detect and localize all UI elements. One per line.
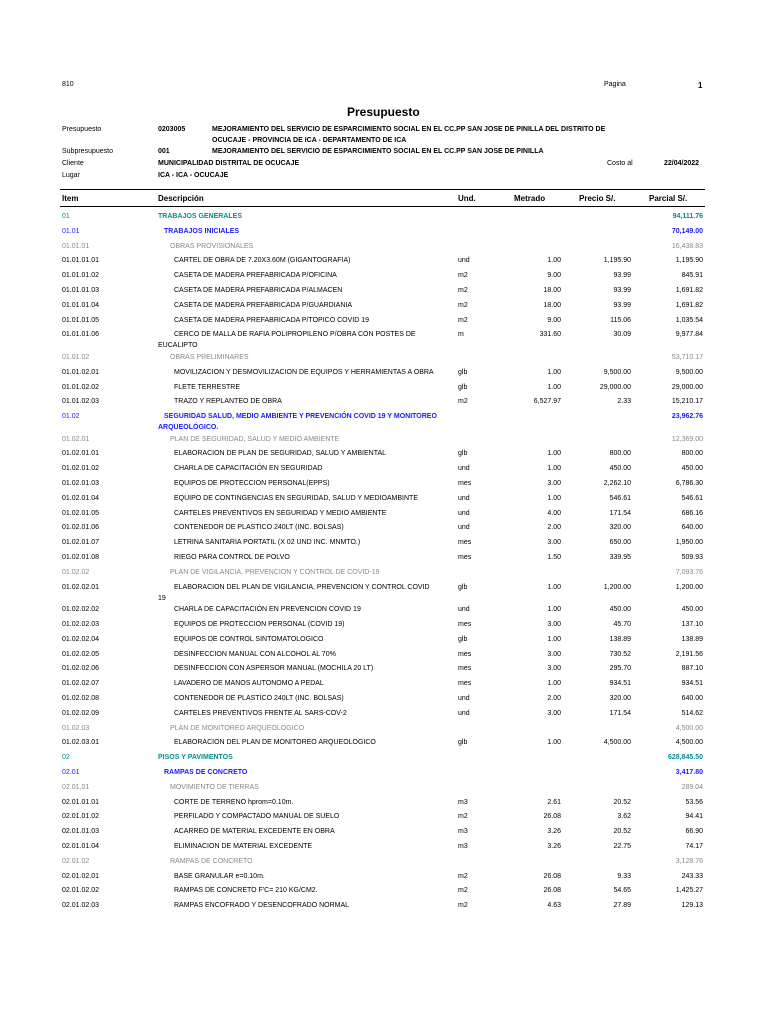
row-metrado: 1.00 [547,450,561,458]
row-item: 02.01.01.02 [62,813,99,821]
row-parcial: 74.17 [685,842,703,850]
row-parcial: 934.51 [681,680,703,688]
row-unit: und [458,494,470,502]
row-parcial: 887.10 [681,665,703,673]
row-unit: m2 [458,272,468,280]
row-precio: 45.70 [613,620,631,628]
row-description: CONTENEDOR DE PLASTICO 240LT (INC. BOLSAS) [174,524,344,532]
row-metrado: 2.00 [547,694,561,702]
row-description: OBRAS PRELIMINARES [170,353,249,361]
row-unit: m2 [458,287,468,294]
row-description: ELABORACION DE PLAN DE SEGURIDAD, SALUD Y AMBIENTAL [174,450,387,458]
page-title: Presupuesto [347,105,420,119]
row-unit: mes [458,650,472,658]
row-parcial: 12,369.00 [671,435,703,443]
row-unit: mes [458,620,472,628]
row-item: 01.02.01.07 [62,539,99,547]
row-item: 01.02.03 [62,724,90,732]
row-unit: glb [458,450,468,458]
row-metrado: 3.26 [547,828,561,836]
row-item: 01.01.02 [62,353,90,361]
row-metrado: 1.00 [547,606,561,614]
row-description: CARTELES PREVENTIVOS FRENTE AL SARS-COV-2 [174,709,347,717]
row-item: 01.01.02.03 [62,398,99,406]
col-parcial: Parcial S/. [649,194,688,203]
row-metrado: 1.00 [547,257,561,265]
row-item: 01.02.02.07 [62,680,99,688]
row-description: SEGURIDAD SALUD, MEDIO AMBIENTE Y PREVENCIÓN COVID 19 Y MONITOREO [164,413,437,421]
row-precio: 54.65 [613,887,631,895]
row-item: 02.01.01 [62,783,90,791]
row-unit: m2 [458,902,468,910]
row-metrado: 1.00 [547,465,561,473]
row-description: EQUIPOS DE PROTECCION PERSONAL (COVID 19) [174,620,345,628]
row-unit: und [458,257,470,265]
row-description: RAMPAS DE CONCRETO F'C= 210 KG/CM2. [174,887,318,895]
cliente-value: MUNICIPALIDAD DISTRITAL DE OCUCAJE [158,160,300,167]
row-parcial: 1,691.82 [675,287,703,294]
row-item: 01.02.01.05 [62,509,99,517]
row-parcial: 9,977.84 [675,331,703,339]
row-parcial: 800.00 [681,450,703,458]
row-description: PLAN DE SEGURIDAD, SALUD Y MEDIO AMBIENTE [170,435,340,443]
row-metrado: 3.00 [547,539,561,547]
row-precio: 1,195.90 [603,257,631,265]
row-precio: 9,500.00 [603,368,631,376]
row-item: 01.02.01.06 [62,524,99,532]
col-metrado: Metrado [514,194,546,203]
row-parcial: 289.04 [681,783,703,791]
row-precio: 450.00 [609,465,631,473]
row-description: FLETE TERRESTRE [174,383,240,391]
row-metrado: 26.08 [543,872,561,880]
row-item: 02 [62,754,70,762]
row-description: OBRAS PROVISIONALES [170,242,254,250]
row-metrado: 1.00 [547,739,561,747]
row-parcial: 4,500.00 [675,724,703,732]
row-description-cont: 19 [158,594,166,602]
row-unit: mes [458,665,472,673]
row-precio: 934.51 [609,680,631,688]
row-item: 02.01.01.03 [62,828,99,836]
subpresupuesto-desc: MEJORAMIENTO DEL SERVICIO DE ESPARCIMIENTO SOCIAL EN EL CC.PP SAN JOSE DE PINILLA [212,148,544,155]
row-parcial: 53,710.17 [671,353,703,361]
row-description: CASETA DE MADERA PREFABRICADA P/TOPICO COVID 19 [174,316,370,324]
row-parcial: 129.13 [681,902,703,910]
row-precio: 171.54 [609,509,631,517]
row-item: 01.01.01.01 [62,257,99,265]
page-number: 1 [698,81,703,90]
row-unit: mes [458,539,472,547]
row-description: CASETA DE MADERA PREFABRICADA P/GUARDIANIA [174,301,353,309]
row-item: 01 [62,213,70,220]
row-description: CERCO DE MALLA DE RAFIA POLIPROPILENO P/OBRA CON POSTES DE [174,331,416,339]
row-description: CONTENEDOR DE PLASTICO 240LT (INC. BOLSAS) [174,694,344,702]
row-precio: 93.99 [613,272,631,280]
row-precio: 2,262.10 [603,480,631,487]
row-parcial: 1,195.90 [675,257,703,265]
row-description: CORTE DE TERRENO hprom=0.10m. [174,798,294,806]
row-description: EQUIPOS DE PROTECCION PERSONAL(EPPS) [174,480,330,487]
row-unit: glb [458,383,468,391]
row-parcial: 1,200.00 [675,583,703,591]
row-parcial: 29,000.00 [671,383,703,391]
row-unit: m2 [458,872,468,880]
row-precio: 4,500.00 [603,739,631,747]
row-parcial: 7,093.76 [675,568,703,576]
row-item: 01.02.02.02 [62,606,99,614]
row-parcial: 686.16 [681,509,703,517]
costo-date: 22/04/2022 [664,160,700,167]
row-item: 01.01.02.01 [62,368,99,376]
row-description: CARTEL DE OBRA DE 7.20X3.60M (GIGANTOGRAFIA) [174,257,351,265]
row-item: 01.02.01 [62,435,90,443]
row-unit: mes [458,680,472,688]
row-parcial: 53.56 [685,798,703,806]
row-description: RAMPAS DE CONCRETO [170,857,253,865]
row-description: PISOS Y PAVIMENTOS [158,754,233,762]
col-item: Item [62,194,79,203]
row-item: 01.02.01.08 [62,554,99,561]
row-description: PLAN DE MONITOREO ARQUEOLOGICO [170,724,305,732]
row-precio: 339.95 [609,554,631,561]
row-description: TRAZO Y REPLANTEO DE OBRA [174,398,282,406]
row-parcial: 450.00 [681,606,703,614]
row-description: CASETA DE MADERA PREFABRICADA P/ALMACEN [174,287,343,294]
row-parcial: 509.93 [681,554,703,561]
row-description: EQUIPOS DE CONTROL SINTOMATOLOGICO [174,635,324,643]
row-description: RAMPAS DE CONCRETO [164,768,248,776]
row-unit: m3 [458,798,468,806]
row-description: RIEGO PARA CONTROL DE POLVO [174,554,290,561]
col-descripcion: Descripción [158,194,204,203]
row-parcial: 845.91 [681,272,703,280]
row-item: 01.02.02.06 [62,665,99,673]
row-description: CASETA DE MADERA PREFABRICADA P/OFICINA [174,272,337,280]
row-unit: m2 [458,316,468,324]
row-item: 02.01.02.02 [62,887,99,895]
row-description: CHARLA DE CAPACITACIÓN EN PREVENCION COVID 19 [174,606,361,614]
row-metrado: 1.00 [547,583,561,591]
row-metrado: 1.00 [547,368,561,376]
row-precio: 138.89 [609,635,631,643]
row-precio: 20.52 [613,828,631,836]
row-precio: 320.00 [609,524,631,532]
row-unit: glb [458,635,468,643]
row-precio: 320.00 [609,694,631,702]
row-item: 01.02.02.01 [62,583,99,591]
row-item: 02.01 [62,768,80,776]
row-unit: m2 [458,813,468,821]
row-parcial: 3,128.76 [675,857,703,865]
row-item: 02.01.02 [62,857,90,865]
row-metrado: 1.00 [547,680,561,688]
row-precio: 800.00 [609,450,631,458]
presupuesto-label: Presupuesto [62,126,102,133]
pagina-label: Pagina [604,81,626,88]
row-precio: 546.61 [609,494,631,502]
row-item: 02.01.02.01 [62,872,99,880]
row-item: 01.01.01.06 [62,331,99,339]
row-precio: 93.99 [613,301,631,309]
row-item: 01.02.01.04 [62,494,99,502]
row-item: 01.01.01.02 [62,272,99,280]
row-unit: m3 [458,842,468,850]
row-metrado: 331.60 [539,331,561,339]
row-unit: glb [458,583,468,591]
row-item: 01.01.01.04 [62,301,99,309]
row-description: CARTELES PREVENTIVOS EN SEGURIDAD Y MEDIO AMBIENTE [174,509,387,517]
row-parcial: 1,691.82 [675,301,703,309]
row-precio: 1,200.00 [603,583,631,591]
row-metrado: 26.08 [543,813,561,821]
row-parcial: 137.10 [681,620,703,628]
row-parcial: 628,845.50 [667,754,703,762]
row-parcial: 138.89 [681,635,703,643]
row-precio: 30.09 [613,331,631,339]
row-parcial: 94.41 [685,813,703,821]
row-parcial: 66.90 [685,828,703,836]
row-precio: 115.06 [610,316,631,324]
presupuesto-desc-line2: OCUCAJE - PROVINCIA DE ICA - DEPARTAMENTO DE ICA [212,137,407,144]
row-parcial: 243.33 [681,872,703,880]
row-item: 01.02.02.09 [62,709,99,717]
presupuesto-code: 0203005 [158,126,186,133]
row-item: 01.02.01.02 [62,465,99,473]
row-parcial: 94,111.76 [672,213,703,220]
row-precio: 730.52 [609,650,631,658]
row-unit: glb [458,739,468,747]
row-description: CHARLA DE CAPACITACIÓN EN SEGURIDAD [174,465,323,473]
row-metrado: 4.63 [547,902,561,910]
row-unit: mes [458,554,472,561]
row-metrado: 3.00 [547,709,561,717]
row-unit: und [458,709,470,717]
row-description: RAMPAS ENCOFRADO Y DESENCOFRADO NORMAL [174,902,350,910]
row-unit: und [458,465,470,473]
row-item: 01.02.01.01 [62,450,99,458]
row-item: 01.01.01.03 [62,287,99,294]
row-precio: 450.00 [609,606,631,614]
row-precio: 650.00 [609,539,631,547]
row-description: DESINFECCION MANUAL CON ALCOHOL AL 70% [174,650,336,658]
row-precio: 20.52 [613,798,631,806]
row-metrado: 9.00 [547,272,561,280]
row-description: BASE GRANULAR e=0.10m. [174,872,265,880]
row-parcial: 3,417.80 [675,768,703,776]
row-metrado: 4.00 [547,509,561,517]
row-unit: m [458,331,464,339]
row-description: PLAN DE VIGILANCIA, PREVENCION Y CONTROL DE COVID-19 [170,568,380,576]
row-parcial: 23,962.76 [671,413,703,421]
row-metrado: 3.00 [547,620,561,628]
row-metrado: 1.00 [547,494,561,502]
presupuesto-desc-line1: MEJORAMIENTO DEL SERVICIO DE ESPARCIMIENTO SOCIAL EN EL CC.PP SAN JOSE DE PINILLA DEL DISTRITO DE [212,126,606,133]
row-description: LAVADERO DE MANOS AUTONOMO A PEDAL [174,680,324,688]
row-item: 01.02.02.04 [62,635,99,643]
header-rule-bottom [60,206,705,207]
row-metrado: 18.00 [543,301,561,309]
row-item: 02.01.01.01 [62,798,99,806]
row-item: 02.01.02.03 [62,902,99,910]
row-parcial: 2,191.56 [675,650,703,658]
col-und: Und. [458,194,476,203]
cliente-label: Cliente [62,160,84,167]
row-unit: m2 [458,301,468,309]
row-description: ELABORACION DEL PLAN DE VIGILANCIA, PREVENCION Y CONTROL COVID [174,583,430,591]
row-description: LETRINA SANITARIA PORTATIL (X 02 UND INC. MNMTO.) [174,539,361,547]
row-parcial: 514.62 [681,709,703,717]
row-item: 01.01.01 [62,242,90,250]
row-parcial: 1,035.54 [675,316,703,324]
row-unit: m2 [458,887,468,895]
row-metrado: 1.50 [547,554,561,561]
row-item: 01.01.01.05 [62,316,99,324]
row-parcial: 1,425.27 [675,887,703,895]
row-item: 01.02.03.01 [62,739,99,747]
row-parcial: 6,786.30 [675,480,703,487]
row-metrado: 2.61 [547,798,561,806]
row-parcial: 70,149.00 [671,227,703,235]
lugar-value: ICA - ICA - OCUCAJE [158,172,229,179]
row-metrado: 6,527.97 [533,398,561,406]
row-precio: 2.33 [617,398,631,406]
row-precio: 3.62 [617,813,631,821]
row-parcial: 9,500.00 [675,368,703,376]
row-unit: glb [458,368,468,376]
row-precio: 9.33 [617,872,631,880]
row-parcial: 1,950.00 [675,539,703,547]
row-metrado: 9.00 [547,316,561,324]
row-description: MOVIMIENTO DE TIERRAS [170,783,259,791]
row-metrado: 3.00 [547,650,561,658]
row-metrado: 26.08 [543,887,561,895]
row-description: EQUIPO DE CONTINGENCIAS EN SEGURIDAD, SALUD Y MEDIOAMBINTE [174,494,419,502]
row-description: MOVILIZACION Y DESMOVILIZACION DE EQUIPOS Y HERRAMIENTAS A OBRA [174,368,434,376]
row-item: 01.02.02.05 [62,650,99,658]
header-rule-top [60,189,705,190]
row-metrado: 2.00 [547,524,561,532]
col-precio: Precio S/. [579,194,616,203]
costo-label: Costo al [607,160,633,167]
row-unit: m3 [458,828,468,836]
row-unit: und [458,524,470,532]
row-item: 01.02.02.08 [62,694,99,702]
row-item: 01.01.02.02 [62,383,99,391]
row-precio: 27.89 [613,902,631,910]
row-metrado: 1.00 [547,635,561,643]
report-code: 810 [62,81,74,88]
row-parcial: 450.00 [681,465,703,473]
subpresupuesto-code: 001 [158,148,170,155]
row-description: TRABAJOS GENERALES [158,213,243,220]
subpresupuesto-label: Subpresupuesto [62,148,113,155]
row-parcial: 16,438.83 [671,242,703,250]
row-item: 01.02.02 [62,568,90,576]
row-metrado: 3.00 [547,665,561,673]
row-item: 01.02 [62,413,80,421]
row-unit: und [458,509,470,517]
row-description: ELIMINACION DE MATERIAL EXCEDENTE [174,842,313,850]
row-precio: 29,000.00 [599,383,631,391]
row-description: DESINFECCION CON ASPERSOR MANUAL (MOCHILA 20 LT) [174,665,374,673]
row-precio: 171.54 [609,709,631,717]
row-unit: und [458,606,470,614]
row-metrado: 3.26 [547,842,561,850]
row-unit: m2 [458,398,468,406]
row-item: 01.01 [62,227,80,235]
row-description-cont: EUCALIPTO [158,342,198,350]
row-metrado: 3.00 [547,480,561,487]
row-precio: 295.70 [609,665,631,673]
lugar-label: Lugar [62,172,80,179]
row-parcial: 4,500.00 [675,739,703,747]
row-parcial: 15,210.17 [671,398,703,406]
row-description-cont: ARQUEOLÓGICO. [158,424,219,432]
row-precio: 93.99 [613,287,631,294]
row-description: ACARREO DE MATERIAL EXCEDENTE EN OBRA [174,828,335,836]
row-precio: 22.75 [613,842,631,850]
row-metrado: 1.00 [547,383,561,391]
row-item: 02.01.01.04 [62,842,99,850]
row-unit: und [458,694,470,702]
row-parcial: 640.00 [681,694,703,702]
row-item: 01.02.01.03 [62,480,99,487]
row-description: PERFILADO Y COMPACTADO MANUAL DE SUELO [174,813,340,821]
row-parcial: 546.61 [681,494,703,502]
row-metrado: 18.00 [543,287,561,294]
row-parcial: 640.00 [681,524,703,532]
row-description: ELABORACION DEL PLAN DE MONITOREO ARQUEOLOGICO [174,739,376,747]
row-item: 01.02.02.03 [62,620,99,628]
row-description: TRABAJOS INICIALES [164,227,240,235]
row-unit: mes [458,480,472,487]
